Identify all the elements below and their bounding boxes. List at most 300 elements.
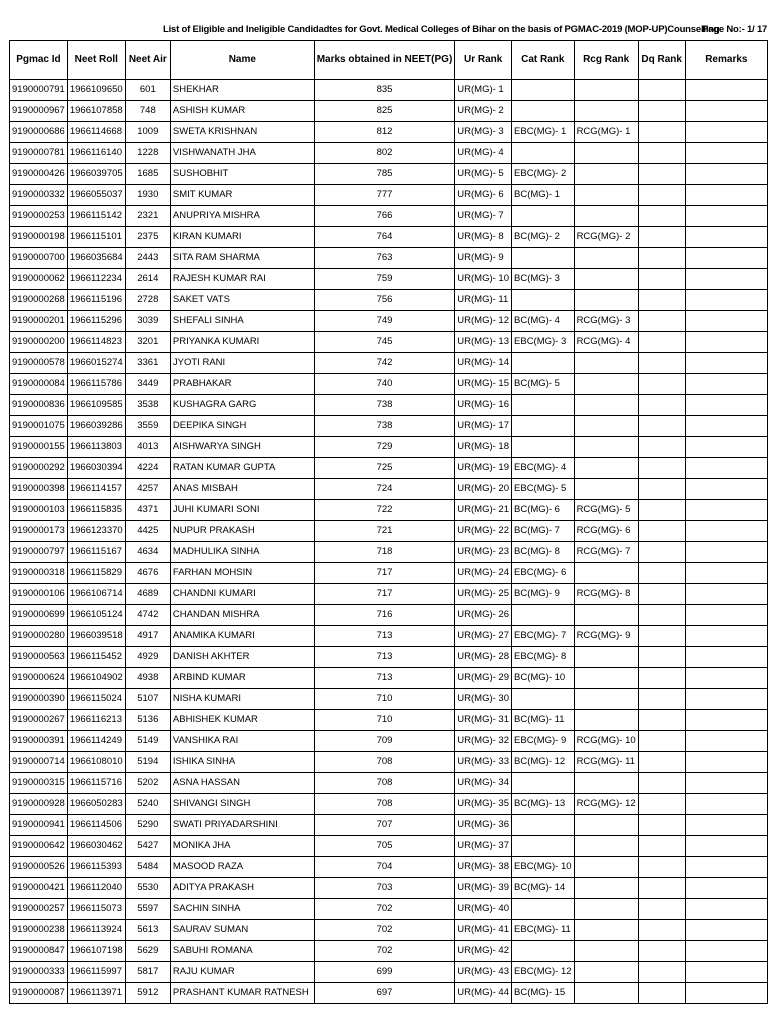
table-row (10, 584, 768, 605)
table-row (10, 605, 768, 626)
cell-rcg-rank (574, 143, 638, 164)
cell-ur-rank: UR(MG)- 25 (455, 584, 512, 605)
cell-ur-rank: UR(MG)- 5 (455, 164, 512, 185)
cell-neet-air: 4676 (125, 563, 170, 584)
cell-name: RAJESH KUMAR RAI (170, 269, 314, 290)
cell-ur-rank: UR(MG)- 4 (455, 143, 512, 164)
cell-name: DANISH AKHTER (170, 647, 314, 668)
cell-rcg-rank: RCG(MG)- 3 (574, 311, 638, 332)
cell-name: SHEFALI SINHA (170, 311, 314, 332)
table-row (10, 668, 768, 689)
cell-pgmac-id: 9190000642 (10, 836, 68, 857)
cell-neet-air: 3361 (125, 353, 170, 374)
cell-ur-rank: UR(MG)- 44 (455, 983, 512, 1004)
cell-rcg-rank (574, 290, 638, 311)
cell-pgmac-id: 9190000847 (10, 941, 68, 962)
cell-neet-air: 5240 (125, 794, 170, 815)
cell-dq-rank (638, 689, 685, 710)
cell-neet-air: 5484 (125, 857, 170, 878)
cell-neet-roll: 1966113924 (67, 920, 125, 941)
cell-dq-rank (638, 878, 685, 899)
cell-neet-roll: 1966114157 (67, 479, 125, 500)
cell-neet-roll: 1966115196 (67, 290, 125, 311)
cell-rcg-rank (574, 647, 638, 668)
cell-remarks (685, 815, 767, 836)
cell-pgmac-id: 9190000967 (10, 101, 68, 122)
cell-name: SHIVANGI SINGH (170, 794, 314, 815)
cell-cat-rank (512, 353, 575, 374)
cell-dq-rank (638, 542, 685, 563)
cell-pgmac-id: 9190000268 (10, 290, 68, 311)
cell-cat-rank (512, 395, 575, 416)
cell-neet-roll: 1966108010 (67, 752, 125, 773)
cell-neet-air: 2443 (125, 248, 170, 269)
cell-neet-roll: 1966114506 (67, 815, 125, 836)
table-row (10, 920, 768, 941)
cell-cat-rank (512, 290, 575, 311)
table-body (10, 80, 768, 1004)
cell-remarks (685, 437, 767, 458)
cell-name: ASHISH KUMAR (170, 101, 314, 122)
cell-ur-rank: UR(MG)- 15 (455, 374, 512, 395)
cell-rcg-rank (574, 689, 638, 710)
cell-dq-rank (638, 185, 685, 206)
cell-ur-rank: UR(MG)- 35 (455, 794, 512, 815)
cell-rcg-rank: RCG(MG)- 12 (574, 794, 638, 815)
cell-name: SAKET VATS (170, 290, 314, 311)
cell-neet-roll: 1966115835 (67, 500, 125, 521)
cell-remarks (685, 269, 767, 290)
cell-neet-air: 4257 (125, 479, 170, 500)
cell-cat-rank: EBC(MG)- 5 (512, 479, 575, 500)
cell-cat-rank: BC(MG)- 13 (512, 794, 575, 815)
cell-cat-rank: EBC(MG)- 8 (512, 647, 575, 668)
table-row (10, 374, 768, 395)
cell-rcg-rank: RCG(MG)- 1 (574, 122, 638, 143)
table-row (10, 752, 768, 773)
cell-neet-roll: 1966115167 (67, 542, 125, 563)
cell-pgmac-id: 9190000318 (10, 563, 68, 584)
cell-dq-rank (638, 899, 685, 920)
cell-name: MASOOD RAZA (170, 857, 314, 878)
cell-neet-air: 1228 (125, 143, 170, 164)
table-row (10, 836, 768, 857)
cell-neet-roll: 1966115393 (67, 857, 125, 878)
cell-dq-rank (638, 794, 685, 815)
cell-neet-roll: 1966114823 (67, 332, 125, 353)
column-header-ur-rank: Ur Rank (455, 41, 512, 80)
cell-marks: 742 (314, 353, 455, 374)
cell-ur-rank: UR(MG)- 22 (455, 521, 512, 542)
cell-neet-air: 5597 (125, 899, 170, 920)
cell-ur-rank: UR(MG)- 38 (455, 857, 512, 878)
cell-remarks (685, 164, 767, 185)
cell-pgmac-id: 9190000062 (10, 269, 68, 290)
cell-rcg-rank (574, 857, 638, 878)
cell-marks: 825 (314, 101, 455, 122)
cell-cat-rank (512, 206, 575, 227)
cell-neet-roll: 1966015274 (67, 353, 125, 374)
table-row (10, 983, 768, 1004)
cell-neet-air: 5613 (125, 920, 170, 941)
cell-ur-rank: UR(MG)- 6 (455, 185, 512, 206)
cell-marks: 709 (314, 731, 455, 752)
cell-rcg-rank (574, 395, 638, 416)
cell-cat-rank (512, 80, 575, 101)
table-row (10, 185, 768, 206)
cell-rcg-rank (574, 80, 638, 101)
cell-name: ASNA HASSAN (170, 773, 314, 794)
cell-rcg-rank (574, 878, 638, 899)
cell-remarks (685, 206, 767, 227)
table-row (10, 395, 768, 416)
cell-pgmac-id: 9190000084 (10, 374, 68, 395)
document-header (0, 24, 768, 40)
cell-rcg-rank (574, 374, 638, 395)
cell-neet-roll: 1966107198 (67, 941, 125, 962)
cell-name: FARHAN MOHSIN (170, 563, 314, 584)
cell-cat-rank: EBC(MG)- 11 (512, 920, 575, 941)
cell-marks: 785 (314, 164, 455, 185)
cell-name: VANSHIKA RAI (170, 731, 314, 752)
cell-ur-rank: UR(MG)- 33 (455, 752, 512, 773)
table-row (10, 710, 768, 731)
cell-rcg-rank (574, 185, 638, 206)
cell-pgmac-id: 9190000280 (10, 626, 68, 647)
cell-marks: 713 (314, 626, 455, 647)
cell-dq-rank (638, 983, 685, 1004)
cell-neet-air: 3559 (125, 416, 170, 437)
cell-dq-rank (638, 101, 685, 122)
table-row (10, 563, 768, 584)
cell-neet-roll: 1966116213 (67, 710, 125, 731)
cell-cat-rank: BC(MG)- 15 (512, 983, 575, 1004)
cell-dq-rank (638, 815, 685, 836)
cell-ur-rank: UR(MG)- 39 (455, 878, 512, 899)
cell-neet-air: 5629 (125, 941, 170, 962)
cell-pgmac-id: 9190000781 (10, 143, 68, 164)
cell-ur-rank: UR(MG)- 9 (455, 248, 512, 269)
cell-dq-rank (638, 626, 685, 647)
cell-neet-roll: 1966115716 (67, 773, 125, 794)
cell-neet-air: 2375 (125, 227, 170, 248)
cell-remarks (685, 227, 767, 248)
cell-pgmac-id: 9190000257 (10, 899, 68, 920)
cell-marks: 708 (314, 773, 455, 794)
cell-marks: 708 (314, 752, 455, 773)
cell-name: JYOTI RANI (170, 353, 314, 374)
cell-remarks (685, 374, 767, 395)
cell-dq-rank (638, 458, 685, 479)
cell-neet-roll: 1966112040 (67, 878, 125, 899)
cell-marks: 802 (314, 143, 455, 164)
cell-dq-rank (638, 521, 685, 542)
column-header-neet-air: Neet Air (125, 41, 170, 80)
cell-dq-rank (638, 269, 685, 290)
cell-remarks (685, 899, 767, 920)
cell-pgmac-id: 9190000578 (10, 353, 68, 374)
cell-neet-air: 3449 (125, 374, 170, 395)
cell-marks: 721 (314, 521, 455, 542)
table-row (10, 353, 768, 374)
cell-pgmac-id: 9190000526 (10, 857, 68, 878)
cell-ur-rank: UR(MG)- 17 (455, 416, 512, 437)
cell-ur-rank: UR(MG)- 1 (455, 80, 512, 101)
cell-name: CHANDNI KUMARI (170, 584, 314, 605)
cell-cat-rank (512, 437, 575, 458)
cell-ur-rank: UR(MG)- 13 (455, 332, 512, 353)
cell-remarks (685, 647, 767, 668)
cell-neet-air: 4938 (125, 668, 170, 689)
cell-cat-rank (512, 899, 575, 920)
cell-cat-rank (512, 836, 575, 857)
cell-name: PRASHANT KUMAR RATNESH (170, 983, 314, 1004)
cell-remarks (685, 794, 767, 815)
cell-ur-rank: UR(MG)- 10 (455, 269, 512, 290)
cell-neet-air: 5912 (125, 983, 170, 1004)
cell-remarks (685, 605, 767, 626)
cell-pgmac-id: 9190001075 (10, 416, 68, 437)
cell-pgmac-id: 9190000238 (10, 920, 68, 941)
cell-name: RAJU KUMAR (170, 962, 314, 983)
cell-remarks (685, 311, 767, 332)
cell-rcg-rank (574, 941, 638, 962)
cell-ur-rank: UR(MG)- 8 (455, 227, 512, 248)
table-row (10, 164, 768, 185)
cell-marks: 710 (314, 689, 455, 710)
cell-dq-rank (638, 710, 685, 731)
cell-dq-rank (638, 836, 685, 857)
cell-marks: 729 (314, 437, 455, 458)
cell-neet-air: 4689 (125, 584, 170, 605)
cell-rcg-rank: RCG(MG)- 2 (574, 227, 638, 248)
cell-pgmac-id: 9190000686 (10, 122, 68, 143)
cell-neet-air: 4929 (125, 647, 170, 668)
table-row (10, 899, 768, 920)
cell-ur-rank: UR(MG)- 36 (455, 815, 512, 836)
table-row (10, 80, 768, 101)
cell-ur-rank: UR(MG)- 12 (455, 311, 512, 332)
cell-neet-roll: 1966115829 (67, 563, 125, 584)
cell-rcg-rank (574, 710, 638, 731)
cell-ur-rank: UR(MG)- 41 (455, 920, 512, 941)
cell-rcg-rank (574, 962, 638, 983)
cell-remarks (685, 962, 767, 983)
cell-pgmac-id: 9190000315 (10, 773, 68, 794)
table-row (10, 122, 768, 143)
cell-cat-rank (512, 815, 575, 836)
cell-rcg-rank: RCG(MG)- 10 (574, 731, 638, 752)
table-row (10, 542, 768, 563)
column-header-pgmac-id: Pgmac Id (10, 41, 68, 80)
cell-dq-rank (638, 353, 685, 374)
cell-pgmac-id: 9190000791 (10, 80, 68, 101)
cell-name: ABHISHEK KUMAR (170, 710, 314, 731)
cell-cat-rank: BC(MG)- 9 (512, 584, 575, 605)
cell-pgmac-id: 9190000332 (10, 185, 68, 206)
cell-name: NUPUR PRAKASH (170, 521, 314, 542)
cell-ur-rank: UR(MG)- 18 (455, 437, 512, 458)
table-row (10, 479, 768, 500)
column-header-name: Name (170, 41, 314, 80)
cell-rcg-rank (574, 668, 638, 689)
cell-name: SUSHOBHIT (170, 164, 314, 185)
cell-pgmac-id: 9190000390 (10, 689, 68, 710)
cell-neet-roll: 1966115786 (67, 374, 125, 395)
cell-ur-rank: UR(MG)- 34 (455, 773, 512, 794)
cell-name: ISHIKA SINHA (170, 752, 314, 773)
cell-remarks (685, 521, 767, 542)
cell-neet-roll: 1966105124 (67, 605, 125, 626)
cell-cat-rank: EBC(MG)- 1 (512, 122, 575, 143)
cell-cat-rank: BC(MG)- 6 (512, 500, 575, 521)
cell-name: VISHWANATH JHA (170, 143, 314, 164)
cell-marks: 704 (314, 857, 455, 878)
cell-ur-rank: UR(MG)- 42 (455, 941, 512, 962)
cell-ur-rank: UR(MG)- 3 (455, 122, 512, 143)
candidate-table (9, 40, 768, 1004)
column-header-marks: Marks obtained in NEET(PG) (314, 41, 455, 80)
cell-ur-rank: UR(MG)- 21 (455, 500, 512, 521)
cell-pgmac-id: 9190000391 (10, 731, 68, 752)
cell-cat-rank: BC(MG)- 10 (512, 668, 575, 689)
cell-pgmac-id: 9190000292 (10, 458, 68, 479)
cell-rcg-rank (574, 416, 638, 437)
cell-name: SABUHI ROMANA (170, 941, 314, 962)
column-header-cat-rank: Cat Rank (512, 41, 575, 80)
cell-marks: 705 (314, 836, 455, 857)
cell-remarks (685, 248, 767, 269)
cell-remarks (685, 290, 767, 311)
cell-marks: 759 (314, 269, 455, 290)
table-row (10, 206, 768, 227)
cell-cat-rank: BC(MG)- 11 (512, 710, 575, 731)
table-row (10, 941, 768, 962)
cell-remarks (685, 710, 767, 731)
cell-ur-rank: UR(MG)- 27 (455, 626, 512, 647)
table-row (10, 815, 768, 836)
cell-dq-rank (638, 311, 685, 332)
cell-rcg-rank: RCG(MG)- 6 (574, 521, 638, 542)
table-row (10, 794, 768, 815)
cell-rcg-rank: RCG(MG)- 11 (574, 752, 638, 773)
cell-marks: 702 (314, 920, 455, 941)
cell-pgmac-id: 9190000928 (10, 794, 68, 815)
cell-cat-rank (512, 416, 575, 437)
cell-rcg-rank (574, 248, 638, 269)
table-row (10, 437, 768, 458)
cell-remarks (685, 542, 767, 563)
cell-neet-roll: 1966104902 (67, 668, 125, 689)
cell-rcg-rank (574, 605, 638, 626)
cell-dq-rank (638, 584, 685, 605)
cell-name: AISHWARYA SINGH (170, 437, 314, 458)
cell-pgmac-id: 9190000103 (10, 500, 68, 521)
cell-remarks (685, 584, 767, 605)
cell-rcg-rank (574, 479, 638, 500)
cell-rcg-rank: RCG(MG)- 9 (574, 626, 638, 647)
cell-marks: 707 (314, 815, 455, 836)
cell-remarks (685, 857, 767, 878)
table-row (10, 773, 768, 794)
cell-pgmac-id: 9190000333 (10, 962, 68, 983)
cell-rcg-rank (574, 164, 638, 185)
cell-pgmac-id: 9190000624 (10, 668, 68, 689)
table-row (10, 101, 768, 122)
cell-ur-rank: UR(MG)- 29 (455, 668, 512, 689)
cell-name: ANAS MISBAH (170, 479, 314, 500)
table-row (10, 626, 768, 647)
cell-neet-roll: 1966039705 (67, 164, 125, 185)
cell-neet-roll: 1966035684 (67, 248, 125, 269)
cell-marks: 702 (314, 941, 455, 962)
cell-neet-air: 4425 (125, 521, 170, 542)
cell-cat-rank: BC(MG)- 8 (512, 542, 575, 563)
cell-remarks (685, 626, 767, 647)
cell-marks: 718 (314, 542, 455, 563)
cell-neet-air: 1009 (125, 122, 170, 143)
cell-rcg-rank (574, 836, 638, 857)
cell-rcg-rank (574, 206, 638, 227)
cell-dq-rank (638, 752, 685, 773)
page-number: Page No:- 1/ 17 (702, 24, 768, 35)
cell-dq-rank (638, 773, 685, 794)
cell-remarks (685, 983, 767, 1004)
cell-name: SHEKHAR (170, 80, 314, 101)
cell-dq-rank (638, 374, 685, 395)
cell-pgmac-id: 9190000700 (10, 248, 68, 269)
document-title: List of Eligible and Ineligible Candidadtes for Govt. Medical Colleges of Bihar on the basis of PGMAC-2019 (MOP-UP)Counselling (163, 24, 720, 35)
cell-neet-roll: 1966106714 (67, 584, 125, 605)
cell-cat-rank: BC(MG)- 2 (512, 227, 575, 248)
cell-neet-roll: 1966107858 (67, 101, 125, 122)
column-header-neet-roll: Neet Roll (67, 41, 125, 80)
table-row (10, 332, 768, 353)
cell-rcg-rank (574, 437, 638, 458)
cell-cat-rank: BC(MG)- 14 (512, 878, 575, 899)
cell-ur-rank: UR(MG)- 14 (455, 353, 512, 374)
cell-pgmac-id: 9190000398 (10, 479, 68, 500)
table-row (10, 857, 768, 878)
cell-dq-rank (638, 500, 685, 521)
cell-marks: 713 (314, 647, 455, 668)
table-header-row (10, 41, 768, 80)
cell-pgmac-id: 9190000200 (10, 332, 68, 353)
cell-dq-rank (638, 122, 685, 143)
cell-dq-rank (638, 479, 685, 500)
cell-marks: 710 (314, 710, 455, 731)
cell-neet-air: 5149 (125, 731, 170, 752)
cell-rcg-rank (574, 920, 638, 941)
cell-neet-air: 4371 (125, 500, 170, 521)
cell-name: SWETA KRISHNAN (170, 122, 314, 143)
cell-ur-rank: UR(MG)- 23 (455, 542, 512, 563)
cell-marks: 717 (314, 584, 455, 605)
cell-marks: 738 (314, 395, 455, 416)
cell-remarks (685, 353, 767, 374)
cell-dq-rank (638, 605, 685, 626)
cell-neet-roll: 1966039518 (67, 626, 125, 647)
cell-cat-rank: EBC(MG)- 4 (512, 458, 575, 479)
cell-ur-rank: UR(MG)- 7 (455, 206, 512, 227)
cell-dq-rank (638, 857, 685, 878)
cell-dq-rank (638, 395, 685, 416)
cell-marks: 725 (314, 458, 455, 479)
cell-pgmac-id: 9190000106 (10, 584, 68, 605)
cell-marks: 764 (314, 227, 455, 248)
table-row (10, 500, 768, 521)
cell-dq-rank (638, 164, 685, 185)
